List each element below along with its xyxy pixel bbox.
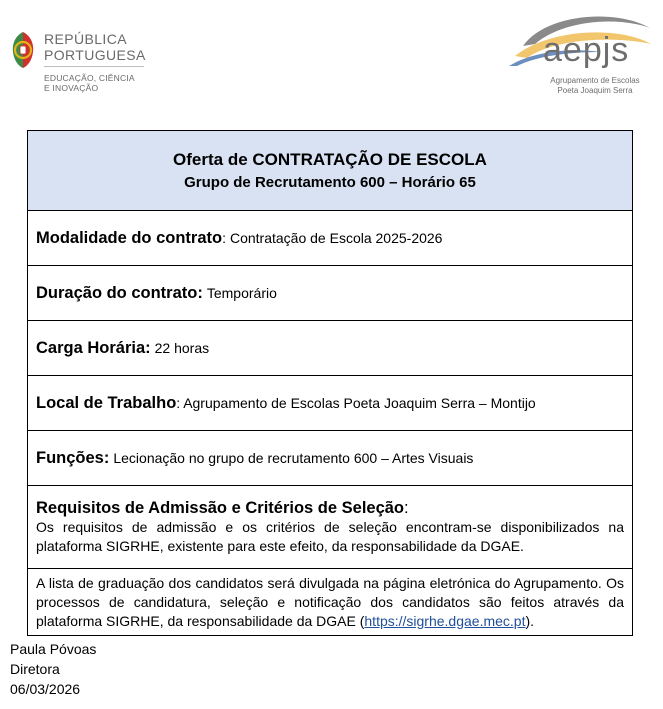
republica-portuguesa-logo [10,28,160,96]
functions-label: Funções: [36,448,110,467]
republica-portuguesa-wordmark [44,31,146,63]
school-name-line-2: Poeta Joaquim Serra [557,86,633,95]
functions-row [28,431,632,486]
requirements-heading-colon: : [404,499,409,517]
school-name-line-1: Agrupamento de Escolas [550,76,640,85]
contract-duration-row [28,266,632,321]
portuguese-republic-emblem-icon [10,30,36,70]
aepjs-wordmark: aepjs [543,31,630,69]
offer-subtitle: Grupo de Recrutamento 600 – Horário 65 [184,173,476,191]
signature-date: 06/03/2026 [10,681,81,697]
contract-duration-value: Temporário [206,285,277,301]
sigrhe-link[interactable]: https://sigrhe.dgae.mec.pt [364,612,526,629]
contract-duration-label: Duração do contrato: [36,283,203,302]
workplace-sep: : [176,395,181,411]
logo-divider [44,66,144,67]
workload-value: 22 horas [154,340,210,356]
signature-block [10,639,96,699]
workplace-label: Local de Trabalho [36,393,177,412]
requirements-heading [36,498,624,518]
contract-type-value: Contratação de Escola 2025-2026 [229,230,443,246]
aepjs-logo [505,6,655,98]
info-text-before: A lista de graduação dos candidatos será divulgada na página eletrónica do Agrupamento. Os processos de candidatura, seleção e notificação dos candidatos são feitos através da plataforma SIGRHE, da responsabilidade da DGAE ( [36,574,624,629]
offer-table [27,130,633,636]
wordmark-line-2: PORTUGUESA [44,47,146,63]
requirements-row [28,486,632,569]
ministry-line-2: E INOVAÇÃO [44,83,99,93]
wordmark-line-1: REPÚBLICA [44,31,127,47]
info-text-after: ). [525,612,535,629]
offer-title: Oferta de CONTRATAÇÃO DE ESCOLA [173,149,487,169]
info-text [36,574,624,631]
signature-role: Diretora [10,661,60,677]
contract-type-row [28,211,632,266]
requirements-text: Os requisitos de admissão e os critérios de seleção encontram-se disponibilizados na plataforma SIGRHE, existente para este efeito, da responsabilidade da DGAE. [36,519,624,554]
contract-type-sep: : [222,230,226,246]
ministry-subtitle [44,73,135,93]
info-row [28,569,632,635]
workload-label: Carga Horária: [36,338,151,357]
ministry-line-1: EDUCAÇÃO, CIÊNCIA [44,73,135,83]
functions-value: Lecionação no grupo de recrutamento 600 – Artes Visuais [113,450,474,466]
contract-type-label: Modalidade do contrato [36,228,223,247]
workload-row [28,321,632,376]
signature-name: Paula Póvoas [10,641,97,657]
requirements-heading-text: Requisitos de Admissão e Critérios de Seleção [36,499,405,517]
workplace-row [28,376,632,431]
school-name [535,76,655,96]
offer-title-row [28,131,632,211]
workplace-value: Agrupamento de Escolas Poeta Joaquim Serra – Montijo [183,395,536,411]
